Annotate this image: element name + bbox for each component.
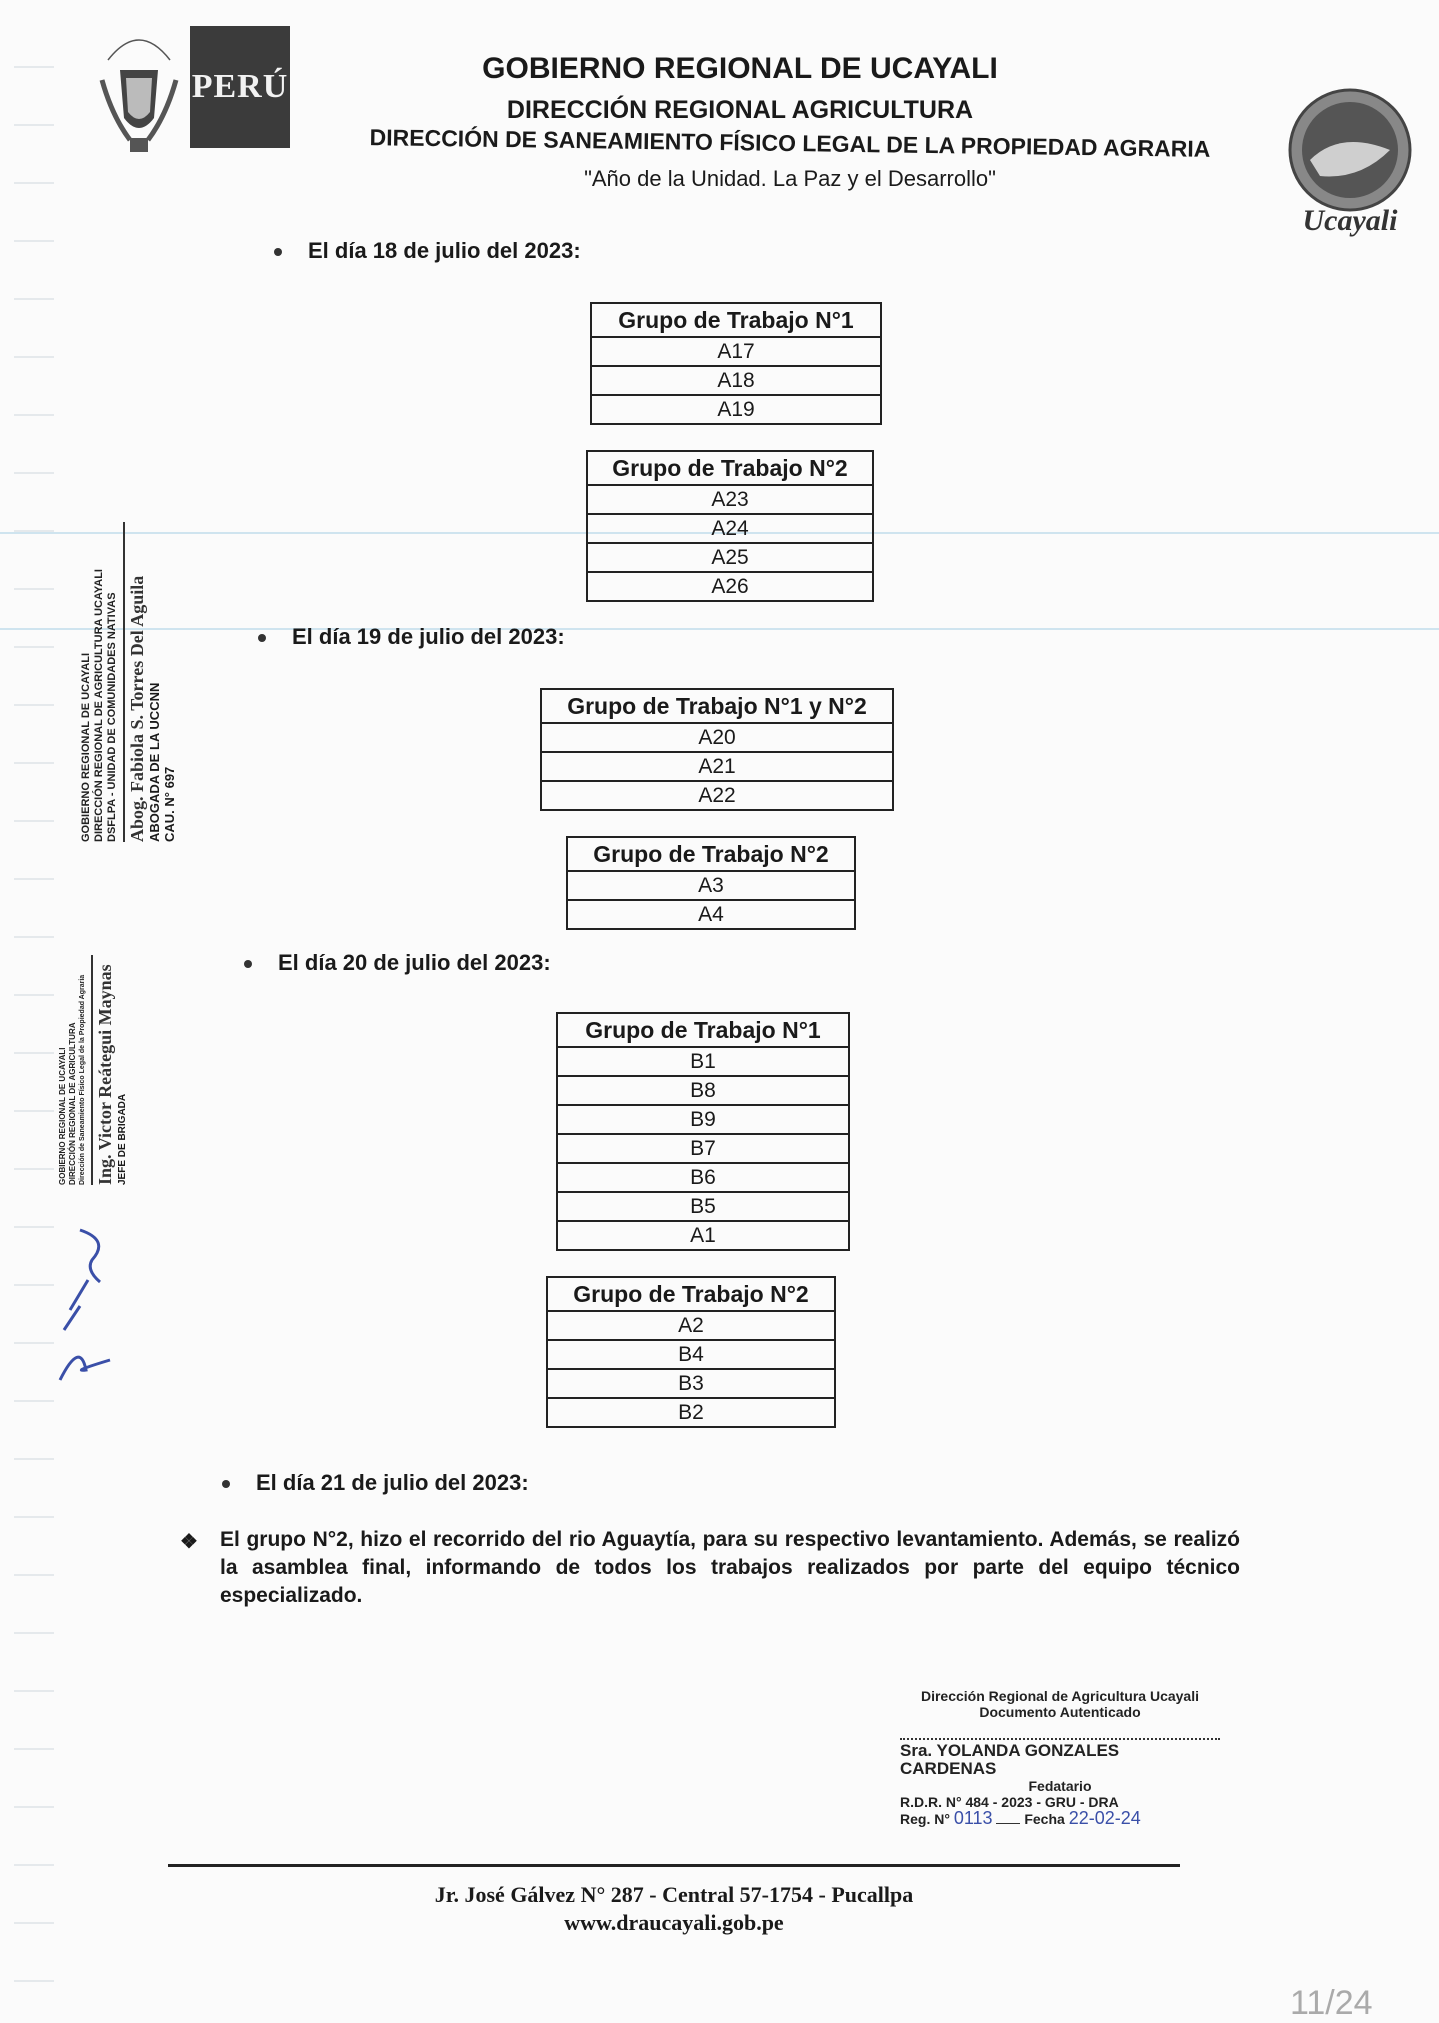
stamp-line: Documento Autenticado [979, 1704, 1141, 1720]
table-row: B8 [557, 1076, 849, 1105]
table-row: A20 [541, 723, 893, 752]
table-header: Grupo de Trabajo N°2 [587, 451, 873, 485]
stamp-org: DIRECCIÓN REGIONAL DE AGRICULTURA [68, 1022, 77, 1185]
table-row: B2 [547, 1398, 835, 1427]
table-row: B5 [557, 1192, 849, 1221]
side-signature-stamp [80, 522, 177, 842]
table-row: A26 [587, 572, 873, 601]
diamond-bullet-icon: ❖ [180, 1531, 198, 1553]
work-group-table [590, 302, 882, 425]
day-heading: El día 18 de julio del 2023: [274, 238, 581, 264]
table-row: A19 [591, 395, 881, 424]
work-group-table [586, 450, 874, 602]
table-row: A24 [587, 514, 873, 543]
table-row: B7 [557, 1134, 849, 1163]
header-line-2: DIRECCIÓN REGIONAL AGRICULTURA [506, 96, 974, 124]
signature-line [900, 1724, 1220, 1740]
table-row: B9 [557, 1105, 849, 1134]
table-header: Grupo de Trabajo N°2 [547, 1277, 835, 1311]
table-row: A1 [557, 1221, 849, 1250]
day-heading: El día 20 de julio del 2023: [244, 950, 551, 976]
page-number: 11/24 [1290, 1984, 1373, 2022]
bullet-icon [258, 634, 266, 642]
fedatario-name: Sra. YOLANDA GONZALES CARDENAS [900, 1741, 1120, 1778]
work-group-table [566, 836, 856, 930]
stamp-org: DIRECCIÓN REGIONAL DE AGRICULTURA UCAYALI [93, 569, 105, 842]
work-group-table [556, 1012, 850, 1251]
handwritten-signature-icon [40, 1220, 120, 1400]
authentication-stamp [900, 1688, 1220, 1827]
table-row: A2 [547, 1311, 835, 1340]
stamp-signer-name: Abog. Fabiola S. Torres Del Aguila [123, 522, 147, 842]
bullet-icon [222, 1480, 230, 1488]
work-group-table [546, 1276, 836, 1428]
fedatario-rdr: R.D.R. N° 484 - 2023 - GRU - DRA [900, 1794, 1119, 1810]
table-row: A17 [591, 337, 881, 366]
day-heading: El día 21 de julio del 2023: [222, 1470, 529, 1496]
stamp-org: DSFLPA - UNIDAD DE COMUNIDADES NATIVAS [106, 592, 118, 842]
stamp-role: CAU. N° 697 [162, 766, 177, 842]
bullet-icon [274, 248, 282, 256]
stamp-role: JEFE DE BRIGADA [117, 1093, 128, 1185]
table-row: B6 [557, 1163, 849, 1192]
table-row: A18 [591, 366, 881, 395]
table-row: A25 [587, 543, 873, 572]
stamp-line: Dirección Regional de Agricultura Ucayali [920, 1688, 1199, 1704]
scan-line [0, 628, 1439, 630]
footer-website: www.draucayali.gob.pe [564, 1910, 784, 1935]
svg-text:Ucayali: Ucayali [1302, 204, 1398, 237]
table-row: B4 [547, 1340, 835, 1369]
header-motto: "Año de la Unidad. La Paz y el Desarrollo" [584, 166, 996, 191]
work-group-table [540, 688, 894, 811]
fedatario-reg-row [900, 1810, 1220, 1827]
table-row: A21 [541, 752, 893, 781]
stamp-org: Dirección de Saneamiento Físico Legal de la Propiedad Agraria [79, 974, 86, 1185]
side-signature-stamp [58, 955, 130, 1185]
bullet-icon [244, 960, 252, 968]
table-header: Grupo de Trabajo N°1 [591, 303, 881, 337]
fedatario-title: Fedatario [1028, 1778, 1092, 1794]
fecha-label: Fecha [1024, 1811, 1065, 1827]
binder-ring-marks [14, 30, 54, 1990]
national-crest-icon [90, 20, 188, 160]
table-row: A22 [541, 781, 893, 810]
table-row: A23 [587, 485, 873, 514]
underline [996, 1823, 1020, 1824]
stamp-role: ABOGADA DE LA UCCNN [147, 682, 162, 842]
table-header: Grupo de Trabajo N°1 y N°2 [541, 689, 893, 723]
table-row: A4 [567, 900, 855, 929]
peru-brand-logo: PERÚ [190, 26, 290, 148]
table-header: Grupo de Trabajo N°2 [567, 837, 855, 871]
footer-divider [168, 1864, 1180, 1867]
summary-paragraph: ❖ El grupo N°2, hizo el recorrido del rio Aguaytía, para su respectivo levantamiento. Además, se realizó la asamblea final, informando de todos los trabajos realizados por parte del equipo técnico especializado. [180, 1528, 1240, 1607]
header-line-3: DIRECCIÓN DE SANEAMIENTO FÍSICO LEGAL DE LA PROPIEDAD AGRARIA [369, 124, 1211, 162]
fecha-value: 22-02-24 [1068, 1808, 1141, 1828]
stamp-signer-name: Ing. Victor Reátegui Maynas [91, 955, 115, 1185]
reg-label: Reg. N° [900, 1811, 950, 1827]
table-row: B1 [557, 1047, 849, 1076]
reg-value: 0113 [953, 1808, 993, 1828]
stamp-org: GOBIERNO REGIONAL DE UCAYALI [58, 1047, 67, 1185]
table-row: A3 [567, 871, 855, 900]
footer-address: Jr. José Gálvez N° 287 - Central 57-1754 - Pucallpa [434, 1882, 914, 1907]
table-row: B3 [547, 1369, 835, 1398]
stamp-org: GOBIERNO REGIONAL DE UCAYALI [80, 652, 92, 842]
ucayali-region-logo [1280, 80, 1420, 250]
table-header: Grupo de Trabajo N°1 [557, 1013, 849, 1047]
day-heading: El día 19 de julio del 2023: [258, 624, 565, 650]
header-line-1: GOBIERNO REGIONAL DE UCAYALI [482, 52, 998, 85]
